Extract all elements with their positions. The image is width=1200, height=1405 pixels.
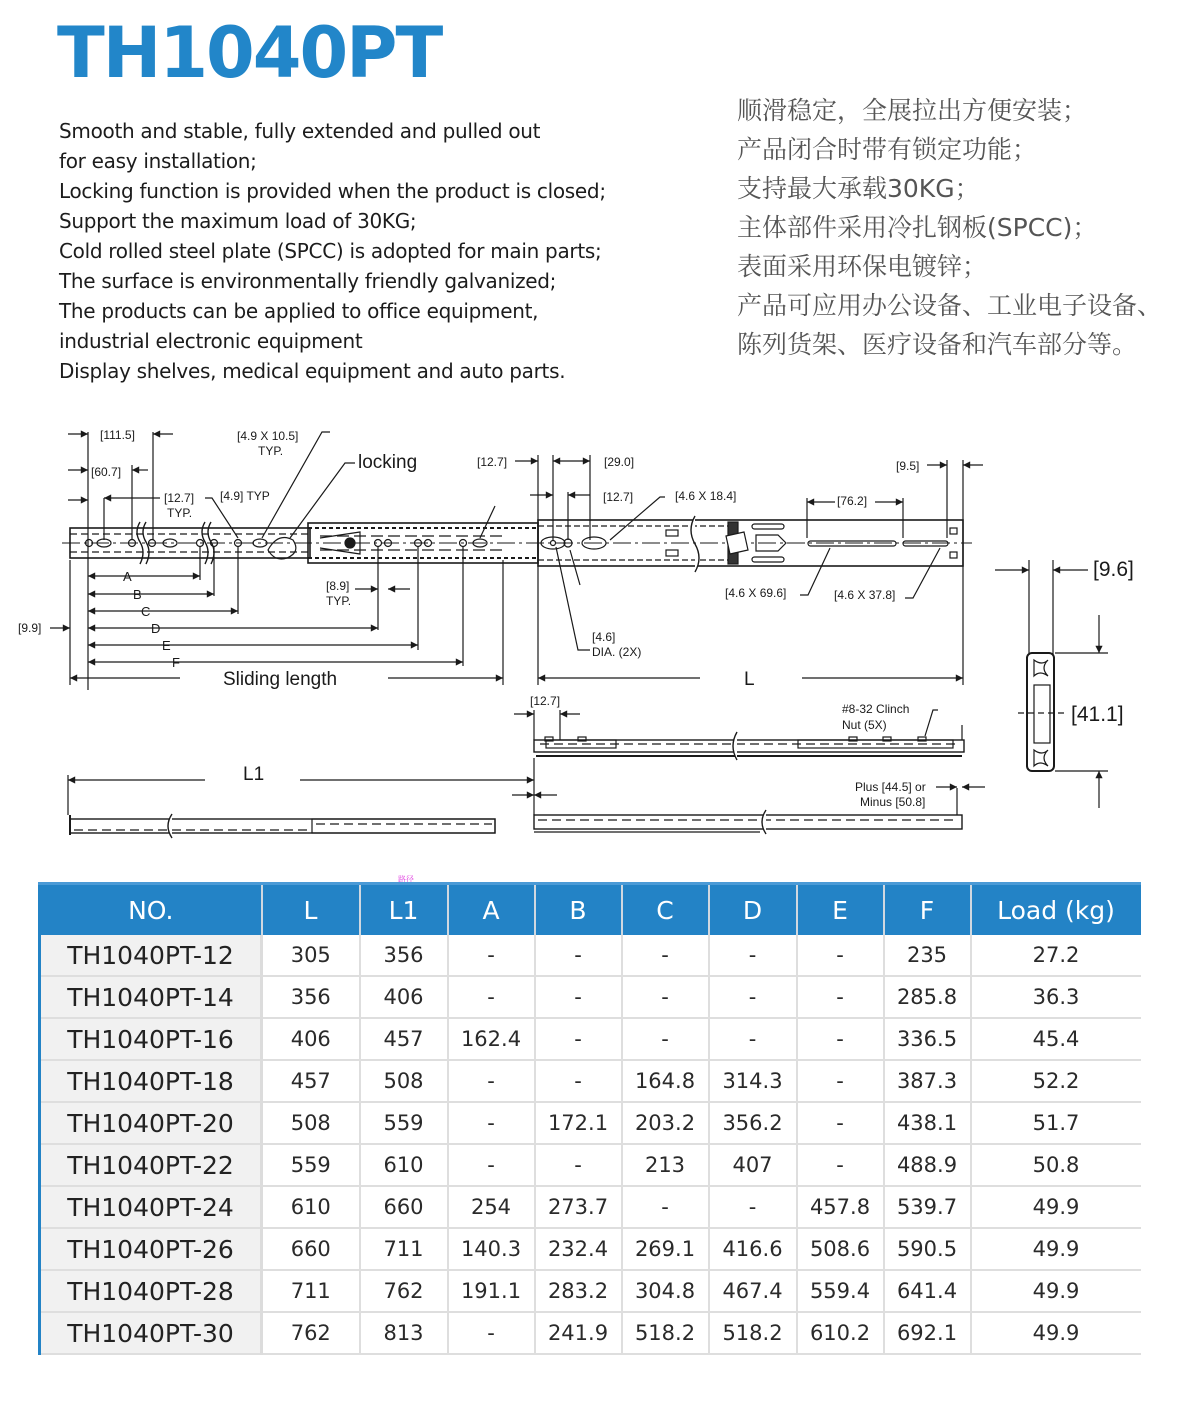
- table-row: [40, 1060, 1141, 1102]
- cross-section-view: [995, 560, 1108, 808]
- cell-l: 610: [262, 1186, 360, 1228]
- cell-e: 457.8: [797, 1186, 884, 1228]
- cell-no: TH1040PT-14: [40, 976, 262, 1018]
- cell-l1: 508: [360, 1060, 448, 1102]
- cell-l: 660: [262, 1228, 360, 1270]
- cell-a: -: [448, 1060, 535, 1102]
- label-clinch-1: #8-32 Clinch: [842, 702, 910, 716]
- cell-no: TH1040PT-22: [40, 1144, 262, 1186]
- cell-d: 416.6: [709, 1228, 797, 1270]
- dim-4-6x69-6: [4.6 X 69.6]: [725, 586, 787, 600]
- dim-12-7-c: [12.7]: [530, 694, 561, 708]
- dim-12-7-typ: [12.7]: [164, 491, 195, 505]
- cell-no: TH1040PT-28: [40, 1270, 262, 1312]
- cell-d: -: [709, 1186, 797, 1228]
- dim-dia-2x: DIA. (2X): [592, 645, 642, 659]
- table-body: [40, 935, 1141, 1354]
- cell-l: 356: [262, 976, 360, 1018]
- desc-en-line: Display shelves, medical equipment and auto parts.: [59, 359, 566, 383]
- dim-typ-3: TYP.: [326, 594, 352, 608]
- cell-l1: 559: [360, 1102, 448, 1144]
- cell-d: -: [709, 976, 797, 1018]
- cell-c: -: [622, 1018, 709, 1060]
- desc-cn-line: 支持最大承载30KG；: [737, 174, 980, 203]
- cell-d: 356.2: [709, 1102, 797, 1144]
- dim-typ-2: TYP.: [258, 444, 284, 458]
- table-row: [40, 976, 1141, 1018]
- desc-en-line: Cold rolled steel plate (SPCC) is adopted for main parts;: [59, 239, 602, 263]
- spec-table: [38, 882, 1141, 1355]
- cell-b: 273.7: [535, 1186, 622, 1228]
- cell-l1: 610: [360, 1144, 448, 1186]
- cell-d: 314.3: [709, 1060, 797, 1102]
- cell-l1: 711: [360, 1228, 448, 1270]
- dim-29-0: [29.0]: [604, 455, 635, 469]
- cell-e: -: [797, 1144, 884, 1186]
- dim-4-6x37-8: [4.6 X 37.8]: [834, 588, 896, 602]
- desc-cn-line: 顺滑稳定，全展拉出方便安装；: [737, 96, 1088, 125]
- cell-no: TH1040PT-30: [40, 1312, 262, 1354]
- cell-e: 610.2: [797, 1312, 884, 1354]
- col-header-c: C: [622, 884, 709, 936]
- cell-e: -: [797, 935, 884, 976]
- cell-d: 518.2: [709, 1312, 797, 1354]
- cell-load: 27.2: [971, 935, 1141, 976]
- cell-a: -: [448, 1102, 535, 1144]
- dim-60-7: [60.7]: [91, 465, 122, 479]
- cell-e: 559.4: [797, 1270, 884, 1312]
- cell-l1: 457: [360, 1018, 448, 1060]
- cell-a: 162.4: [448, 1018, 535, 1060]
- desc-en-line: industrial electronic equipment: [59, 329, 363, 353]
- cell-b: -: [535, 976, 622, 1018]
- cell-load: 49.9: [971, 1228, 1141, 1270]
- description-cn: [737, 91, 1162, 364]
- cell-e: 508.6: [797, 1228, 884, 1270]
- desc-en-line: Locking function is provided when the product is closed;: [59, 179, 606, 203]
- cell-load: 51.7: [971, 1102, 1141, 1144]
- dim-4-6-dia: [4.6]: [592, 630, 616, 644]
- col-header-e: E: [797, 884, 884, 936]
- dim-b: B: [133, 587, 142, 602]
- cell-f: 539.7: [884, 1186, 971, 1228]
- cell-l: 457: [262, 1060, 360, 1102]
- dim-typ: TYP.: [167, 506, 193, 520]
- cell-c: 213: [622, 1144, 709, 1186]
- desc-cn-line: 陈列货架、医疗设备和汽车部分等。: [737, 330, 1138, 359]
- description-en: [59, 116, 606, 386]
- cell-l: 711: [262, 1270, 360, 1312]
- table-row: [40, 1144, 1141, 1186]
- cell-c: 518.2: [622, 1312, 709, 1354]
- col-header-l: L: [262, 884, 360, 936]
- cell-e: -: [797, 1102, 884, 1144]
- cell-f: 336.5: [884, 1018, 971, 1060]
- cell-f: 285.8: [884, 976, 971, 1018]
- cell-load: 45.4: [971, 1018, 1141, 1060]
- cell-a: 140.3: [448, 1228, 535, 1270]
- cell-load: 36.3: [971, 976, 1141, 1018]
- dim-111-5: [111.5]: [100, 428, 135, 442]
- technical-drawing: [0, 410, 1200, 870]
- cell-load: 50.8: [971, 1144, 1141, 1186]
- dim-d: D: [151, 621, 161, 636]
- cell-f: 692.1: [884, 1312, 971, 1354]
- cell-b: -: [535, 1060, 622, 1102]
- cell-a: -: [448, 935, 535, 976]
- desc-cn-line: 产品可应用办公设备、工业电子设备、: [737, 291, 1163, 320]
- cell-d: 407: [709, 1144, 797, 1186]
- cell-no: TH1040PT-26: [40, 1228, 262, 1270]
- label-plus-minus-1: Plus [44.5] or: [855, 780, 926, 794]
- col-header-load: Load (kg): [971, 884, 1141, 936]
- dim-e: E: [162, 638, 171, 653]
- table-row: [40, 1186, 1141, 1228]
- dim-4-6x18-4: [4.6 X 18.4]: [675, 489, 737, 503]
- cell-c: 269.1: [622, 1228, 709, 1270]
- cell-f: 438.1: [884, 1102, 971, 1144]
- desc-en-line: for easy installation;: [59, 149, 257, 173]
- cell-load: 49.9: [971, 1312, 1141, 1354]
- cell-a: -: [448, 976, 535, 1018]
- cell-f: 641.4: [884, 1270, 971, 1312]
- desc-cn-line: 产品闭合时带有锁定功能；: [737, 135, 1038, 164]
- cell-f: 488.9: [884, 1144, 971, 1186]
- table-row: [40, 1312, 1141, 1354]
- cell-no: TH1040PT-20: [40, 1102, 262, 1144]
- cell-no: TH1040PT-16: [40, 1018, 262, 1060]
- cell-b: -: [535, 935, 622, 976]
- label-l: L: [744, 669, 755, 690]
- page-title: TH1040PT: [57, 12, 442, 94]
- desc-cn-line: 表面采用环保电镀锌；: [737, 252, 988, 281]
- cell-c: 164.8: [622, 1060, 709, 1102]
- cell-l1: 406: [360, 976, 448, 1018]
- cell-d: -: [709, 935, 797, 976]
- col-header-f: F: [884, 884, 971, 936]
- table-header-row: [40, 884, 1141, 936]
- desc-cn-line: 主体部件采用冷扎钢板(SPCC)；: [737, 213, 1098, 242]
- cell-e: -: [797, 1018, 884, 1060]
- table-row: [40, 935, 1141, 976]
- cell-l1: 660: [360, 1186, 448, 1228]
- desc-en-line: The surface is environmentally friendly galvanized;: [59, 269, 557, 293]
- dim-9-6: [9.6]: [1093, 558, 1134, 581]
- cell-l: 762: [262, 1312, 360, 1354]
- cell-b: -: [535, 1144, 622, 1186]
- cell-d: -: [709, 1018, 797, 1060]
- cell-f: 590.5: [884, 1228, 971, 1270]
- cell-b: 241.9: [535, 1312, 622, 1354]
- cell-f: 235: [884, 935, 971, 976]
- cell-e: -: [797, 1060, 884, 1102]
- cell-no: TH1040PT-12: [40, 935, 262, 976]
- cell-no: TH1040PT-18: [40, 1060, 262, 1102]
- slide-top-view: [50, 432, 983, 690]
- cell-l1: 762: [360, 1270, 448, 1312]
- cell-a: -: [448, 1312, 535, 1354]
- label-sliding-length: Sliding length: [223, 669, 338, 690]
- label-clinch-2: Nut (5X): [842, 718, 887, 732]
- cell-load: 49.9: [971, 1270, 1141, 1312]
- cell-l1: 356: [360, 935, 448, 976]
- dim-9-9: [9.9]: [18, 621, 42, 635]
- cell-b: 172.1: [535, 1102, 622, 1144]
- dim-8-9: [8.9]: [326, 579, 350, 593]
- cell-c: 304.8: [622, 1270, 709, 1312]
- cell-load: 49.9: [971, 1186, 1141, 1228]
- label-l1: L1: [243, 764, 265, 785]
- artifact-label: 路径: [398, 875, 414, 884]
- dim-12-7-a: [12.7]: [477, 455, 508, 469]
- cell-b: 232.4: [535, 1228, 622, 1270]
- label-locking: locking: [358, 452, 418, 473]
- col-header-d: D: [709, 884, 797, 936]
- cell-a: 254: [448, 1186, 535, 1228]
- table-row: [40, 1270, 1141, 1312]
- cell-a: -: [448, 1144, 535, 1186]
- desc-en-line: Support the maximum load of 30KG;: [59, 209, 417, 233]
- cell-f: 387.3: [884, 1060, 971, 1102]
- cell-l: 559: [262, 1144, 360, 1186]
- col-header-l1: L1: [360, 884, 448, 936]
- dim-9-5: [9.5]: [896, 459, 920, 473]
- col-header-no: NO.: [40, 884, 262, 936]
- cell-no: TH1040PT-24: [40, 1186, 262, 1228]
- dim-4-9-typ: [4.9] TYP: [220, 489, 270, 503]
- dim-4-9x10-5: [4.9 X 10.5]: [237, 429, 299, 443]
- dim-c: C: [141, 604, 151, 619]
- cell-a: 191.1: [448, 1270, 535, 1312]
- table-row: [40, 1018, 1141, 1060]
- cell-b: 283.2: [535, 1270, 622, 1312]
- cell-e: -: [797, 976, 884, 1018]
- dim-76-2: [76.2]: [837, 494, 868, 508]
- dim-a: A: [123, 569, 132, 584]
- cell-load: 52.2: [971, 1060, 1141, 1102]
- cell-l: 508: [262, 1102, 360, 1144]
- dim-12-7-b: [12.7]: [603, 490, 634, 504]
- label-plus-minus-2: Minus [50.8]: [860, 795, 926, 809]
- table-row: [40, 1228, 1141, 1270]
- cell-l: 305: [262, 935, 360, 976]
- cell-c: -: [622, 935, 709, 976]
- cell-b: -: [535, 1018, 622, 1060]
- cell-c: -: [622, 1186, 709, 1228]
- desc-en-line: Smooth and stable, fully extended and pulled out: [59, 119, 541, 143]
- dim-f: F: [172, 655, 180, 670]
- desc-en-line: The products can be applied to office equipment,: [59, 299, 539, 323]
- col-header-a: A: [448, 884, 535, 936]
- col-header-b: B: [535, 884, 622, 936]
- table-row: [40, 1102, 1141, 1144]
- cell-c: 203.2: [622, 1102, 709, 1144]
- cell-c: -: [622, 976, 709, 1018]
- cell-l: 406: [262, 1018, 360, 1060]
- dim-41-1: [41.1]: [1071, 703, 1124, 726]
- cell-d: 467.4: [709, 1270, 797, 1312]
- cell-l1: 813: [360, 1312, 448, 1354]
